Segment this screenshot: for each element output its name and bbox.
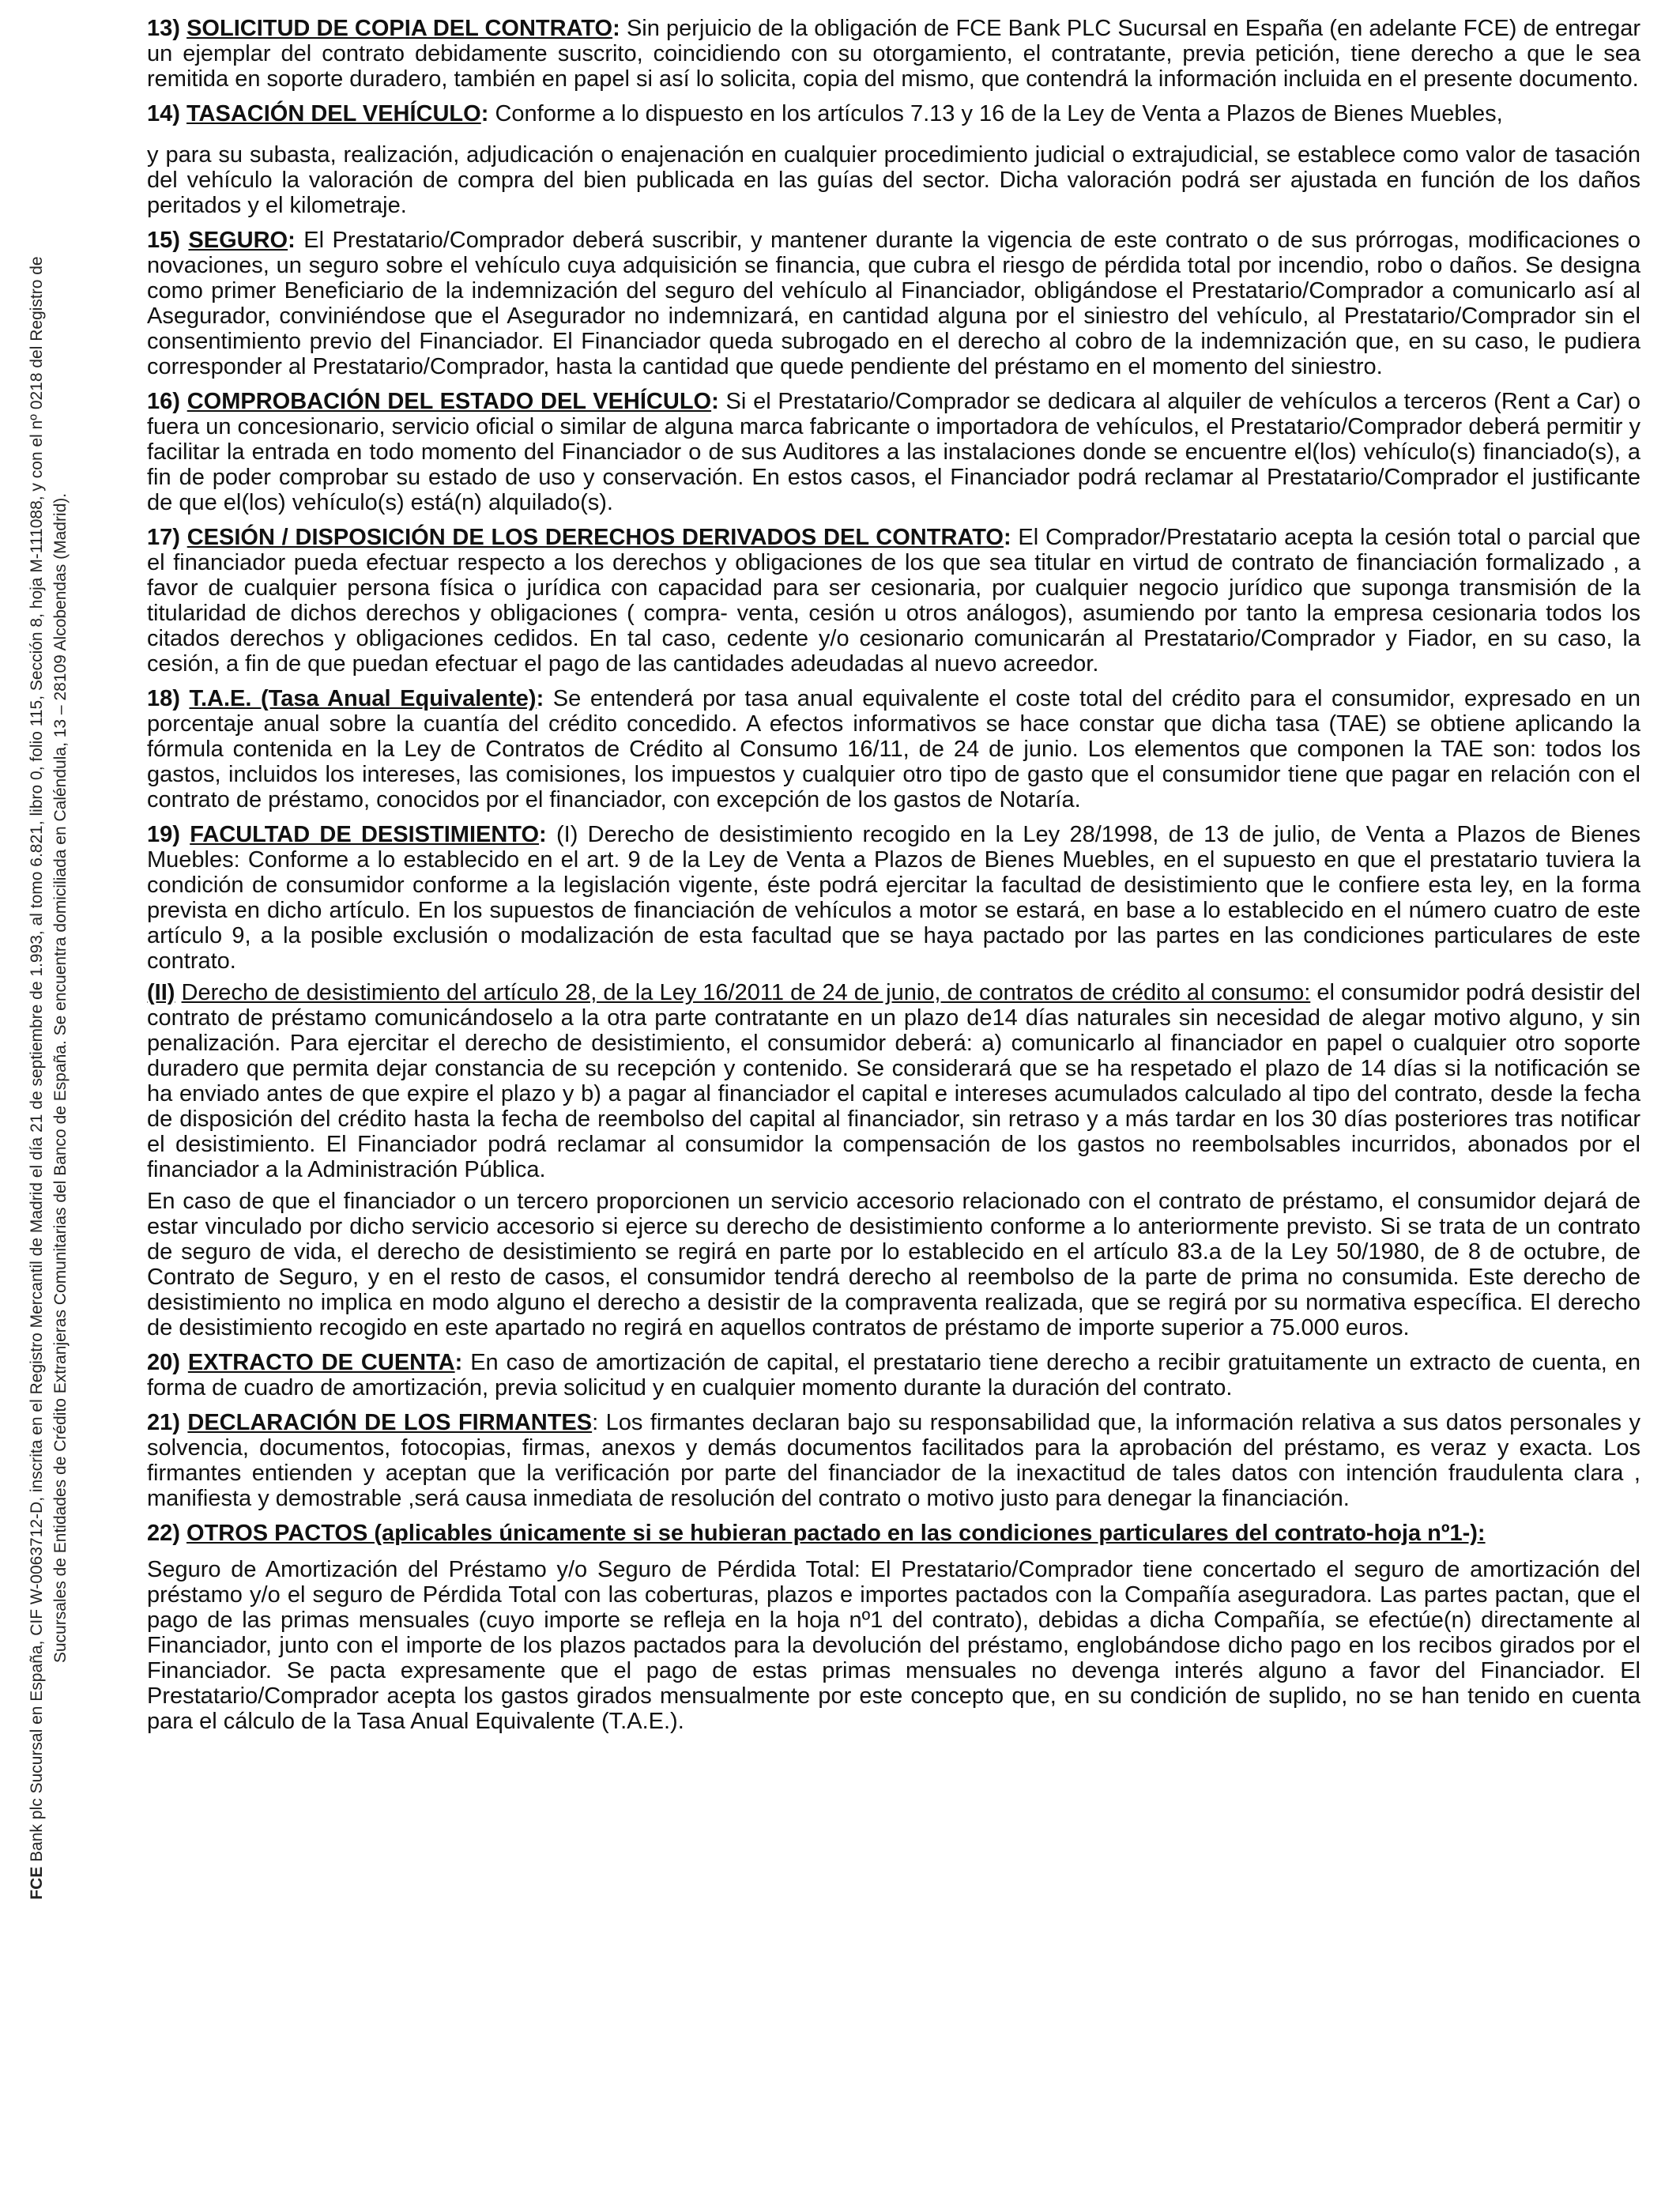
clause-21: 21) DECLARACIÓN DE LOS FIRMANTES: Los firmantes declaran bajo su responsabilidad que, la información relativa a sus datos personales y solvencia, documentos, fotocopias, firmas, anexos y demás documentos facilitados para la aprobación del préstamo, es veraz y exacta. Los firmantes entienden y aceptan que la verificación por parte del financiador de la inexactitud de tales datos con intención fraudulenta clara , manifiesta y demostrable ,será causa inmediata de resolución del contrato o motivo justo para denegar la financiación.	[147, 1410, 1641, 1511]
clause-21-title: DECLARACIÓN DE LOS FIRMANTES	[187, 1410, 593, 1435]
contract-terms	[147, 16, 1640, 1744]
clause-13: 13) SOLICITUD DE COPIA DEL CONTRATO: Sin perjuicio de la obligación de FCE Bank PLC Sucursal en España (en adelante FCE) de entregar un ejemplar del contrato debidamente suscrito, coincidiendo con su otorgamiento, el contratante, previa petición, tiene derecho a que le sea remitida en soporte duradero, también en papel si así lo solicita, copia del mismo, que contendrá la información incluida en el presente documento.	[147, 16, 1640, 92]
clause-16-title: COMPROBACIÓN DEL ESTADO DEL VEHÍCULO	[186, 389, 712, 414]
clause-20-title: EXTRACTO DE CUENTA	[187, 1350, 455, 1375]
clause-13-title: SOLICITUD DE COPIA DEL CONTRATO	[186, 16, 613, 41]
clause-20: 20) EXTRACTO DE CUENTA: En caso de amortización de capital, el prestatario tiene derecho a recibir gratuitamente un extracto de cuenta, en forma de cuadro de amortización, previa solicitud y en cualquier momento durante la duración del contrato.	[147, 1350, 1640, 1400]
clause-16: 16) COMPROBACIÓN DEL ESTADO DEL VEHÍCULO: Si el Prestatario/Comprador se dedicara al alquiler de vehículos a terceros (Rent a Car) o fuera un concesionario, servicio oficial o similar de alguna marca fabricante o importadora de vehículos, el Prestatario/Comprador deberá permitir y facilitar la entrada en todo momento del Financiador o de sus Auditores a las instalaciones donde se encuentre el(los) vehículo(s) financiado(s), a fin de poder comprobar su estado de uso y conservación. En estos casos, el Financiador podrá reclamar al Prestatario/Comprador el justificante de que el(los) vehículo(s) está(n) alquilado(s).	[147, 389, 1640, 515]
clause-20-body: En caso de amortización de capital, el prestatario tiene derecho a recibir gratuitamente un extracto de cuenta, en forma de cuadro de amortización, previa solicitud y en cualquier momento durante la duración del contrato.	[147, 1350, 1640, 1400]
clause-22: 22) OTROS PACTOS (aplicables únicamente si se hubieran pactado en las condiciones particulares del contrato-hoja nº1-): Seguro de Amortización del Préstamo y/o Seguro de Pérdida Total: El Prestatario/Comprador tiene concertado el seguro de amortización del préstamo y/o el seguro de Pérdida Total con las coberturas, plazos e importes pactados con la Compañía aseguradora. Las partes pactan, que el pago de las primas mensuales (cuyo importe se refleja en la hoja nº1 del contrato), debidas a dicha Compañía, se efectúe(n) directamente al Financiador, junto con el importe de los plazos pactados para la devolución del préstamo, englobándose dicho pago en los recibos girados por el Financiador. Se pacta expresamente que el pago de estas primas mensuales no devenga interés alguno a favor del Financiador. El Prestatario/Comprador acepta los gastos girados mensualmente por este concepto que, en su condición de suplido, no se han tenido en cuenta para el cálculo de la Tasa Anual Equivalente (T.A.E.).	[147, 1521, 1640, 1734]
registry-brand: FCE	[28, 1866, 46, 1900]
clause-17-body: El Comprador/Prestatario acepta la cesión total o parcial que el financiador pueda efectuar respecto a los derechos y obligaciones de los que sea titular en virtud de contrato de financiación formalizado , a favor de cualquier persona física o jurídica con capacidad para ser cesionaria, por cualquier negocio jurídico que suponga transmisión de la titularidad de dichos derechos y obligaciones ( compra- venta, cesión u otros análogos), asumiendo por tanto la empresa cesionaria todos los citados derechos y obligaciones cedidos. En tal caso, cedente y/o cesionario comunicarán al Prestatario/Comprador y Fiador, en su caso, la cesión, a fin de que puedan efectuar el pago de las cantidades adeudadas al nuevo acreedor.	[147, 525, 1640, 677]
registry-line-2: Sucursales de Entidades de Crédito Extranjeras Comunitarias del Banco de España. Se encuentra domiciliada en Caléndula, 13 – 28109 Alcobendas (Madrid).	[51, 492, 70, 1664]
clause-19-sub-2-title: Derecho de desistimiento del artículo 28, de la Ley 16/2011 de 24 de junio, de contratos de crédito al consumo:	[181, 980, 1311, 1005]
clause-15-title: SEGURO	[188, 228, 288, 253]
clause-22-body: Seguro de Amortización del Préstamo y/o Seguro de Pérdida Total: El Prestatario/Comprador tiene concertado el seguro de amortización del préstamo y/o el seguro de Pérdida Total con las coberturas, plazos e importes pactados con la Compañía aseguradora. Las partes pactan, que el pago de las primas mensuales (cuyo importe se refleja en la hoja nº1 del contrato), debidas a dicha Compañía, se efectúe(n) directamente al Financiador, junto con el importe de los plazos pactados para la devolución del préstamo, englobándose dicho pago en los recibos girados por el Financiador. Se pacta expresamente que el pago de estas primas mensuales no devenga interés alguno a favor del Financiador. El Prestatario/Comprador acepta los gastos girados mensualmente por este concepto que, en su condición de suplido, no se han tenido en cuenta para el cálculo de la Tasa Anual Equivalente (T.A.E.).	[147, 1557, 1640, 1734]
clause-14-body-1: Conforme a lo dispuesto en los artículos 7.13 y 16 de la Ley de Venta a Plazos de Bienes Muebles,	[495, 101, 1503, 126]
clause-13-body: Sin perjuicio de la obligación de FCE Bank PLC Sucursal en España (en adelante FCE) de entregar un ejemplar del contrato debidamente suscrito, coincidiendo con su otorgamiento, el contratante, previa petición, tiene derecho a que le sea remitida en soporte duradero, también en papel si así lo solicita, copia del mismo, que contendrá la información incluida en el presente documento.	[147, 16, 1640, 92]
clause-14-body-2: y para su subasta, realización, adjudicación o enajenación en cualquier procedimiento judicial o extrajudicial, se establece como valor de tasación del vehículo la valoración de compra del bien publicada en las guías del sector. Dicha valoración podrá ser ajustada en función de los daños peritados y el kilometraje.	[147, 142, 1640, 218]
clause-19-body-2: el consumidor podrá desistir del contrato de préstamo comunicándoselo a la otra parte contratante en un plazo de14 días naturales sin necesidad de alegar motivo alguno, y sin penalización. Para ejercitar el derecho de desistimiento, el consumidor deberá: a) comunicarlo al financiador en papel o cualquier otro soporte duradero que permita dejar constancia de su recepción y contenido. Se considerará que se ha respetado el plazo de 14 días si la notificación se ha enviado antes de que expire el plazo y b) a pagar al financiador el capital e intereses acumulados calculado al tipo del contrato, desde la fecha de disposición del crédito hasta la fecha de reembolso del capital al financiador, sin retraso y a más tardar en los 30 días posteriores tras notificar el desistimiento. El Financiador podrá reclamar al consumidor la compensación de los gastos no reembolsables incurridos, abonados por el financiador a la Administración Pública.	[147, 980, 1640, 1182]
clause-14-title: TASACIÓN DEL VEHÍCULO	[186, 101, 481, 126]
clause-14: 14) TASACIÓN DEL VEHÍCULO: Conforme a lo dispuesto en los artículos 7.13 y 16 de la Ley de Venta a Plazos de Bienes Muebles, y para su subasta, realización, adjudicación o enajenación en cualquier procedimiento judicial o extrajudicial, se establece como valor de tasación del vehículo la valoración de compra del bien publicada en las guías del sector. Dicha valoración podrá ser ajustada en función de los daños peritados y el kilometraje.	[147, 101, 1640, 218]
clause-17-title: CESIÓN / DISPOSICIÓN DE LOS DERECHOS DERIVADOS DEL CONTRATO	[186, 525, 1004, 550]
registry-side-note	[25, 0, 120, 2175]
registry-line-1: FCE Bank plc Sucursal en España, CIF W-0063712-D, inscrita en el Registro Mercantil de Madrid el día 21 de septiembre de 1.993, al tomo 6.821, libro 0, folio 115, Sección 8, hoja M-111088, y con el nº 0218 del Registro de	[28, 256, 46, 1900]
clause-15: 15) SEGURO: El Prestatario/Comprador deberá suscribir, y mantener durante la vigencia de este contrato o de sus prórrogas, modificaciones o novaciones, un seguro sobre el vehículo cuya adquisición se financia, que cubra el riesgo de pérdida total por incendio, robo o daños. Se designa como primer Beneficiario de la indemnización del seguro del vehículo al Financiador, obligándose el Prestatario/Comprador a comunicarlo así al Asegurador, conviniéndose que el Asegurador no indemnizará, en cantidad alguna por el siniestro del vehículo, al Prestatario/Comprador sin el consentimiento previo del Financiador. El Financiador queda subrogado en el derecho al cobro de la indemnización que, en su caso, le pudiera corresponder al Prestatario/Comprador, hasta la cantidad que quede pendiente del préstamo en el momento del siniestro.	[147, 228, 1641, 379]
clause-22-title: OTROS PACTOS (aplicables únicamente si se hubieran pactado en las condiciones particulares del contrato-hoja nº1-):	[186, 1521, 1486, 1546]
clause-18-body: Se entenderá por tasa anual equivalente el coste total del crédito para el consumidor, expresado en un porcentaje anual sobre la cuantía del crédito concedido. A efectos informativos se hace constar que dicha tasa (TAE) se obtiene aplicando la fórmula contenida en la Ley de Contratos de Crédito al Consumo 16/11, de 24 de junio. Los elementos que componen la TAE son: todos los gastos, incluidos los intereses, las comisiones, los impuestos y cualquier otro tipo de gasto que el consumidor tiene que pagar en relación con el contrato de préstamo, conocidos por el financiador, con excepción de los gastos de Notaría.	[147, 686, 1640, 812]
clause-16-body: Si el Prestatario/Comprador se dedicara al alquiler de vehículos a terceros (Rent a Car) o fuera un concesionario, servicio oficial o similar de alguna marca fabricante o importadora de vehículos, el Prestatario/Comprador deberá permitir y facilitar la entrada en todo momento del Financiador o de sus Auditores a las instalaciones donde se encuentre el(los) vehículo(s) financiado(s), a fin de poder comprobar su estado de uso y conservación. En estos casos, el Financiador podrá reclamar al Prestatario/Comprador el justificante de que el(los) vehículo(s) está(n) alquilado(s).	[147, 389, 1640, 515]
clause-19-title: FACULTAD DE DESISTIMIENTO	[190, 822, 540, 847]
clause-19-body-1: (I) Derecho de desistimiento recogido en la Ley 28/1998, de 13 de julio, de Venta a Plazos de Bienes Muebles: Conforme a lo establecido en el art. 9 de la Ley de Venta a Plazos de Bienes Muebles, en el supuesto en que el prestatario tuviera la condición de consumidor conforme a la legislación vigente, éste podrá ejercitar la facultad de desistimiento que le confiere esta ley, en la forma prevista en dicho artículo. En los supuestos de financiación de vehículos a motor se estará, en base a lo establecido en el número cuatro de este artículo 9, a la posible exclusión o modalización de esta facultad que se haya pactado por las partes en las condiciones particulares de este contrato.	[147, 822, 1640, 974]
clause-17: 17) CESIÓN / DISPOSICIÓN DE LOS DERECHOS DERIVADOS DEL CONTRATO: El Comprador/Prestatario acepta la cesión total o parcial que el financiador pueda efectuar respecto a los derechos y obligaciones de los que sea titular en virtud de contrato de financiación formalizado , a favor de cualquier persona física o jurídica con capacidad para ser cesionaria, por cualquier negocio jurídico que suponga transmisión de la titularidad de dichos derechos y obligaciones ( compra- venta, cesión u otros análogos), asumiendo por tanto la empresa cesionaria todos los citados derechos y obligaciones cedidos. En tal caso, cedente y/o cesionario comunicarán al Prestatario/Comprador y Fiador, en su caso, la cesión, a fin de que puedan efectuar el pago de las cantidades adeudadas al nuevo acreedor.	[147, 525, 1640, 677]
clause-19-body-3: En caso de que el financiador o un tercero proporcionen un servicio accesorio relacionado con el contrato de préstamo, el consumidor dejará de estar vinculado por dicho servicio accesorio si ejerce su derecho de desistimiento conforme a lo anteriormente previsto. Si se trata de un contrato de seguro de vida, el derecho de desistimiento se regirá en parte por lo establecido en el artículo 83.a de la Ley 50/1980, de 8 de octubre, de Contrato de Seguro, y en el resto de casos, el consumidor tendrá derecho al reembolso de la parte de prima no consumida. Este derecho de desistimiento no implica en modo alguno el derecho a desistir de la compraventa realizada, que se regirá por su normativa específica. El derecho de desistimiento recogido en este apartado no regirá en aquellos contratos de préstamo de importe superior a 75.000 euros.	[147, 1189, 1640, 1340]
clause-18: 18) T.A.E. (Tasa Anual Equivalente): Se entenderá por tasa anual equivalente el coste total del crédito para el consumidor, expresado en un porcentaje anual sobre la cuantía del crédito concedido. A efectos informativos se hace constar que dicha tasa (TAE) se obtiene aplicando la fórmula contenida en la Ley de Contratos de Crédito al Consumo 16/11, de 24 de junio. Los elementos que componen la TAE son: todos los gastos, incluidos los intereses, las comisiones, los impuestos y cualquier otro tipo de gasto que el consumidor tiene que pagar en relación con el contrato de préstamo, conocidos por el financiador, con excepción de los gastos de Notaría.	[147, 686, 1640, 812]
clause-21-body: Los firmantes declaran bajo su responsabilidad que, la información relativa a sus datos personales y solvencia, documentos, fotocopias, firmas, anexos y demás documentos facilitados para la aprobación del préstamo, es veraz y exacta. Los firmantes entienden y aceptan que la verificación por parte del financiador de la inexactitud de tales datos con intención fraudulenta clara , manifiesta y demostrable ,será causa inmediata de resolución del contrato o motivo justo para denegar la financiación.	[147, 1410, 1641, 1511]
clause-18-title: T.A.E. (Tasa Anual Equivalente)	[189, 686, 537, 711]
clause-15-body: El Prestatario/Comprador deberá suscribir, y mantener durante la vigencia de este contrato o de sus prórrogas, modificaciones o novaciones, un seguro sobre el vehículo cuya adquisición se financia, que cubra el riesgo de pérdida total por incendio, robo o daños. Se designa como primer Beneficiario de la indemnización del seguro del vehículo al Financiador, obligándose el Prestatario/Comprador a comunicarlo así al Asegurador, conviniéndose que el Asegurador no indemnizará, en cantidad alguna por el siniestro del vehículo, al Prestatario/Comprador sin el consentimiento previo del Financiador. El Financiador queda subrogado en el derecho al cobro de la indemnización que, en su caso, le pudiera corresponder al Prestatario/Comprador, hasta la cantidad que quede pendiente del préstamo en el momento del siniestro.	[147, 228, 1641, 379]
clause-19: 19) FACULTAD DE DESISTIMIENTO: (I) Derecho de desistimiento recogido en la Ley 28/1998, de 13 de julio, de Venta a Plazos de Bienes Muebles: Conforme a lo establecido en el art. 9 de la Ley de Venta a Plazos de Bienes Muebles, en el supuesto en que el prestatario tuviera la condición de consumidor conforme a la legislación vigente, éste podrá ejercitar la facultad de desistimiento que le confiere esta ley, en la forma prevista en dicho artículo. En los supuestos de financiación de vehículos a motor se estará, en base a lo establecido en el número cuatro de este artículo 9, a la posible exclusión o modalización de esta facultad que se haya pactado por las partes en las condiciones particulares de este contrato. (II) Derecho de desistimiento del artículo 28, de la Ley 16/2011 de 24 de junio, de contratos de crédito al consumo: el consumidor podrá desistir del contrato de préstamo comunicándoselo a la otra parte contratante en un plazo de14 días naturales sin necesidad de alegar motivo alguno, y sin penalización. Para ejercitar el derecho de desistimiento, el consumidor deberá: a) comunicarlo al financiador en papel o cualquier otro soporte duradero que permita dejar constancia de su recepción y contenido. Se considerará que se ha respetado el plazo de 14 días si la notificación se ha enviado antes de que expire el plazo y b) a pagar al financiador el capital e intereses acumulados calculado al tipo del contrato, desde la fecha de disposición del crédito hasta la fecha de reembolso del capital al financiador, sin retraso y a más tardar en los 30 días posteriores tras notificar el desistimiento. El Financiador podrá reclamar al consumidor la compensación de los gastos no reembolsables incurridos, abonados por el financiador a la Administración Pública. En caso de que el financiador o un tercero proporcionen un servicio accesorio relacionado con el contrato de préstamo, el consumidor dejará de estar vinculado por dicho servicio accesorio si ejerce su derecho de desistimiento conforme a lo anteriormente previsto. Si se trata de un contrato de seguro de vida, el derecho de desistimiento se regirá en parte por lo establecido en el artículo 83.a de la Ley 50/1980, de 8 de octubre, de Contrato de Seguro, y en el resto de casos, el consumidor tendrá derecho al reembolso de la parte de prima no consumida. Este derecho de desistimiento no implica en modo alguno el derecho a desistir de la compraventa realizada, que se regirá por su normativa específica. El derecho de desistimiento recogido en este apartado no regirá en aquellos contratos de préstamo de importe superior a 75.000 euros.	[147, 822, 1640, 1340]
